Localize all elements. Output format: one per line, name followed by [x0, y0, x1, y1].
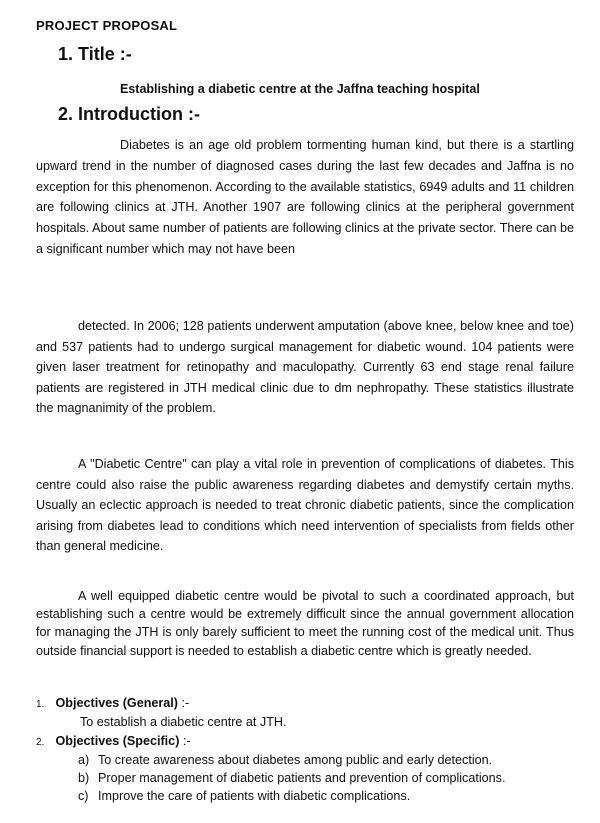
intro-paragraph-2: [36, 316, 574, 419]
project-title: Establishing a diabetic centre at the Jaffna teaching hospital: [120, 82, 480, 96]
list-number: 1.: [36, 699, 45, 710]
label-suffix: :-: [178, 696, 190, 710]
list-number: 2.: [36, 737, 45, 748]
objectives-general-text: To establish a diabetic centre at JTH.: [80, 715, 287, 729]
objectives-general-heading: [36, 696, 189, 710]
objectives-specific-label: Objectives (Specific): [55, 734, 180, 748]
label-suffix: :-: [179, 734, 191, 748]
section-title: Title :-: [78, 44, 132, 64]
intro-paragraph-3: [36, 454, 574, 557]
paragraph-text: A well equipped diabetic centre would be pivotal to such a coordinated approach, but establishing such a centre would be extremely difficult since the annual government allocation for managing the JTH is only barely sufficient to meet the running cost of the medical unit. Thus outside financial support is needed to establish a diabetic centre which is greatly needed.: [36, 589, 574, 658]
objective-item: [78, 771, 505, 785]
item-text: To create awareness about diabetes among public and early detection.: [98, 753, 493, 767]
section-number: 2.: [58, 104, 74, 124]
paragraph-text: Diabetes is an age old problem tormenting human kind, but there is a startling upward trend in the number of diagnosed cases during the last few decades and Jaffna is no exception for this phenomenon. According to the available statistics, 6949 adults and 11 children are following clinics at JTH. Another 1907 are following clinics at the peripheral government hospitals. About same number of patients are following clinics at the private sector. There can be a significant number which may not have been: [36, 138, 574, 256]
section-number: 1.: [58, 44, 74, 64]
intro-paragraph-4: [36, 587, 574, 660]
section-introduction-heading: [58, 104, 200, 125]
item-text: Improve the care of patients with diabetic complications.: [98, 789, 411, 803]
objective-item: [78, 753, 492, 767]
intro-paragraph-1: [36, 135, 574, 260]
section-title: Introduction :-: [78, 104, 200, 124]
item-letter: a): [78, 753, 90, 767]
document-heading: PROJECT PROPOSAL: [36, 18, 178, 33]
item-text: Proper management of diabetic patients and prevention of complications.: [98, 771, 506, 785]
item-letter: c): [78, 789, 89, 803]
item-letter: b): [78, 771, 90, 785]
section-title-heading: [58, 44, 132, 65]
objectives-general-label: Objectives (General): [55, 696, 178, 710]
paragraph-text: A "Diabetic Centre" can play a vital role in prevention of complications of diabetes. This centre could also raise the public awareness regarding diabetes and demystify certain myths. Usually an eclectic approach is needed to treat chronic diabetic patients, since the complication arising from diabetes lead to conditions which need intervention of specialists from fields other than general medicine.: [36, 457, 574, 554]
objective-item: [78, 789, 410, 803]
paragraph-text: detected. In 2006; 128 patients underwent amputation (above knee, below knee and toe) and 537 patients had to undergo surgical management for diabetic wound. 104 patients were given laser treatment for retinopathy and maculopathy. Currently 63 end stage renal failure patients are registered in JTH medical clinic due to dm nephropathy. These statistics illustrate the magnanimity of the problem.: [36, 319, 574, 416]
objectives-specific-heading: [36, 734, 191, 748]
